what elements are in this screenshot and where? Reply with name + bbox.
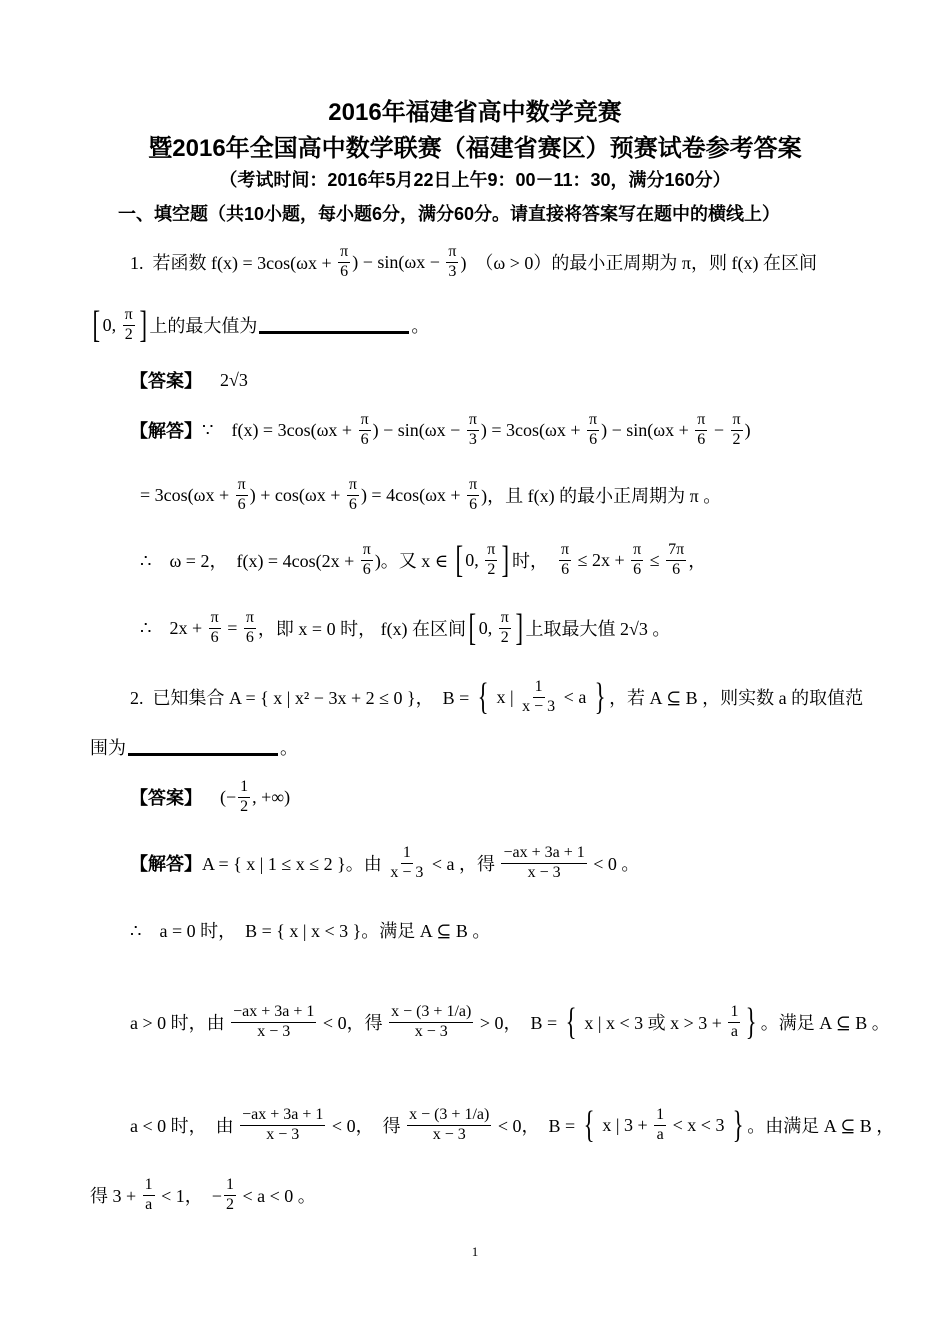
numerator: π	[631, 541, 643, 560]
denominator: 6	[210, 628, 219, 646]
numerator: −ax + 3a + 1	[240, 1106, 325, 1125]
text-run: ) + cos(ωx +	[249, 484, 345, 505]
text-run: 。	[280, 738, 298, 758]
fraction	[224, 1176, 236, 1214]
denominator: 6	[561, 560, 570, 578]
text-run: x | 3 +	[597, 1114, 653, 1135]
text-run: ) − sin(ωx +	[601, 419, 694, 440]
fraction	[446, 243, 458, 281]
numerator: π	[485, 541, 497, 560]
text-run: 0,	[478, 617, 497, 638]
text-line	[130, 908, 490, 952]
numerator: 7π	[666, 541, 686, 560]
denominator: x − 3	[390, 863, 424, 881]
fraction	[695, 411, 707, 449]
bracket: ]	[515, 607, 523, 649]
text-run: )，且 f(x) 的最小正周期为 π 。	[481, 486, 722, 506]
text-run: ) （ω > 0）的最小正周期为 π，则 f(x) 在区间	[460, 253, 817, 273]
text-run: 。满足 A ⊆ B 。	[760, 1013, 890, 1033]
denominator: 3	[468, 430, 477, 448]
denominator: x − 3	[257, 1022, 291, 1040]
text-run: 2√3	[202, 369, 248, 390]
text-line	[140, 606, 670, 650]
text-run: )。又 x ∈	[374, 551, 453, 571]
denominator: a	[656, 1125, 664, 1143]
text-run: < a ，得	[427, 854, 500, 874]
text-run: < 0， 得	[327, 1116, 406, 1136]
text-run: x |	[492, 686, 519, 707]
fraction	[501, 844, 586, 882]
fraction	[728, 1003, 740, 1041]
text-run: < 1， −	[156, 1186, 222, 1206]
fraction	[499, 609, 511, 647]
denominator: x − 3	[522, 697, 556, 715]
text-run: a > 0 时，由	[130, 1013, 230, 1033]
text-run: < x < 3	[668, 1114, 729, 1135]
fraction	[485, 541, 497, 579]
bracket: {	[477, 676, 489, 718]
text-run: 1. 若函数 f(x) = 3cos(ωx +	[130, 253, 337, 273]
numerator: 1	[728, 1003, 740, 1022]
text-run: 得 3 +	[90, 1186, 141, 1206]
fraction	[467, 476, 479, 514]
bracket: }	[746, 1001, 758, 1043]
bracket: {	[565, 1001, 577, 1043]
fraction	[361, 541, 373, 579]
text-line	[130, 358, 248, 402]
text-line	[130, 841, 639, 885]
denominator: 6	[672, 560, 681, 578]
text-run: 0,	[102, 314, 121, 335]
denominator: 2	[240, 797, 249, 815]
text-run: 。	[411, 316, 430, 336]
denominator: x − 3	[266, 1125, 300, 1143]
text-run: 。由满足 A ⊆ B ，	[747, 1116, 895, 1136]
denominator: 6	[360, 430, 369, 448]
label-tag: 【解答】	[130, 421, 202, 441]
text-run: ) = 4cos(ωx +	[360, 484, 466, 505]
numerator: 1	[401, 844, 413, 863]
fraction	[338, 243, 350, 281]
text-line	[130, 775, 290, 819]
text-run: (−	[202, 786, 237, 807]
document-title: 2016年福建省高中数学竞赛	[328, 99, 622, 126]
text-line	[130, 408, 751, 452]
denominator: 2	[124, 325, 133, 343]
text-run: A = { x | 1 ≤ x ≤ 2 }。由	[202, 854, 387, 874]
text-line	[90, 303, 429, 347]
numerator: π	[338, 243, 350, 262]
page-number: 1	[471, 1244, 479, 1259]
text-run: =	[222, 617, 242, 638]
bracket: ]	[139, 304, 147, 346]
numerator: π	[467, 411, 479, 430]
fraction	[244, 609, 256, 647]
numerator: π	[731, 411, 743, 430]
text-line	[130, 1000, 890, 1044]
text-run: ∴ a = 0 时， B = { x | x < 3 }。满足 A ⊆ B 。	[130, 921, 491, 941]
denominator: 6	[362, 560, 371, 578]
numerator: 1	[238, 778, 250, 797]
numerator: x − (3 + 1/a)	[389, 1003, 473, 1022]
numerator: −ax + 3a + 1	[231, 1003, 316, 1022]
denominator: x − 3	[432, 1125, 466, 1143]
denominator: 6	[340, 262, 349, 280]
denominator: 2	[487, 560, 496, 578]
denominator: 2	[732, 430, 741, 448]
text-run: < 0， B =	[493, 1116, 580, 1136]
text-line	[130, 675, 863, 719]
numerator: π	[587, 411, 599, 430]
fraction	[238, 778, 250, 816]
numerator: π	[559, 541, 571, 560]
denominator: 6	[697, 430, 706, 448]
text-run: )	[744, 419, 751, 440]
fraction	[143, 1176, 155, 1214]
fraction	[389, 1003, 473, 1041]
fraction	[467, 411, 479, 449]
text-run: ，即 x = 0 时， f(x) 在区间	[257, 619, 467, 639]
fraction	[520, 678, 557, 716]
text-run: ≤ 2x +	[573, 549, 630, 570]
bracket: [	[92, 304, 101, 346]
text-run: ∵ f(x) = 3cos(ωx +	[202, 419, 357, 440]
denominator: a	[730, 1022, 738, 1040]
fraction	[407, 1106, 491, 1144]
fraction	[359, 411, 371, 449]
fraction	[587, 411, 599, 449]
denominator: 2	[225, 1195, 234, 1213]
section-heading: 一、填空题（共10小题，每小题6分，满分60分。请直接将答案写在题中的横线上）	[118, 204, 781, 224]
text-run: 2. 已知集合 A = { x | x² − 3x + 2 ≤ 0 }， B =	[130, 688, 474, 708]
text-run: ∴ ω = 2， f(x) = 4cos(2x +	[140, 551, 359, 571]
denominator: 2	[500, 628, 509, 646]
numerator: π	[361, 541, 373, 560]
text-run: > 0， B =	[475, 1013, 562, 1033]
fraction	[631, 541, 643, 579]
bracket: }	[732, 1104, 744, 1146]
text-run: < a < 0 。	[237, 1186, 316, 1206]
fraction	[123, 306, 135, 344]
denominator: 6	[245, 628, 254, 646]
text-run: 时，	[512, 551, 558, 571]
bracket: ]	[501, 539, 510, 581]
text-run: < 0，得	[318, 1013, 388, 1033]
text-run: = 3cos(ωx +	[140, 484, 234, 505]
text-run: ≤	[645, 549, 665, 570]
exam-info: （考试时间：2016年5月22日上午9：00－11：30，满分160分）	[219, 170, 731, 190]
denominator: 6	[633, 560, 642, 578]
text-run: 上取最大值 2√3 。	[525, 619, 671, 639]
numerator: 1	[533, 678, 545, 697]
text-run: ) = 3cos(ωx +	[480, 419, 586, 440]
numerator: π	[695, 411, 707, 430]
fraction	[666, 541, 686, 579]
numerator: π	[499, 609, 511, 628]
numerator: π	[123, 306, 135, 325]
text-run: a < 0 时， 由	[130, 1116, 239, 1136]
answer-blank	[128, 739, 278, 756]
fraction	[240, 1106, 325, 1144]
numerator: −ax + 3a + 1	[501, 844, 586, 863]
bracket: }	[594, 676, 606, 718]
text-run: −	[709, 419, 729, 440]
bracket: [	[455, 539, 463, 581]
numerator: 1	[143, 1176, 155, 1195]
fraction	[236, 476, 248, 514]
numerator: 1	[654, 1106, 666, 1125]
denominator: a	[145, 1195, 153, 1213]
text-run: 0,	[465, 549, 484, 570]
text-line	[140, 473, 721, 517]
text-line	[90, 725, 298, 769]
text-run: ，	[688, 551, 707, 571]
fraction	[388, 844, 425, 882]
numerator: x − (3 + 1/a)	[407, 1106, 491, 1125]
text-run: < 0 。	[588, 854, 640, 874]
bracket: [	[468, 607, 477, 649]
label-tag: 【解答】	[130, 854, 202, 874]
denominator: 6	[348, 495, 357, 513]
text-run: ∴ 2x +	[140, 617, 207, 638]
text-line	[90, 1173, 316, 1217]
numerator: π	[359, 411, 371, 430]
numerator: π	[209, 609, 221, 628]
fraction	[654, 1106, 666, 1144]
denominator: x − 3	[527, 863, 561, 881]
document-subtitle: 暨2016年全国高中数学联赛（福建省赛区）预赛试卷参考答案	[148, 135, 802, 162]
text-line	[130, 1103, 894, 1147]
fraction	[209, 609, 221, 647]
text-run: 围为	[90, 738, 126, 758]
denominator: 3	[448, 262, 457, 280]
denominator: 6	[237, 495, 246, 513]
denominator: 6	[589, 430, 598, 448]
text-run: < a	[559, 686, 591, 707]
numerator: π	[446, 243, 458, 262]
text-line	[130, 240, 817, 284]
text-run: x | x < 3 或 x > 3 +	[579, 1013, 727, 1033]
fraction	[347, 476, 359, 514]
text-line	[140, 538, 706, 582]
denominator: x − 3	[414, 1022, 448, 1040]
fraction	[731, 411, 743, 449]
numerator: π	[244, 609, 256, 628]
text-run: 上的最大值为	[149, 316, 258, 336]
numerator: 1	[224, 1176, 236, 1195]
text-run: , +∞)	[252, 786, 291, 807]
numerator: π	[467, 476, 479, 495]
numerator: π	[236, 476, 248, 495]
label-tag: 【答案】	[130, 788, 202, 808]
bracket: {	[583, 1104, 595, 1146]
answer-blank	[259, 317, 409, 334]
text-run: ) − sin(ωx −	[352, 251, 445, 272]
label-tag: 【答案】	[130, 371, 202, 391]
text-run: ) − sin(ωx −	[372, 419, 465, 440]
denominator: 6	[469, 495, 478, 513]
fraction	[559, 541, 571, 579]
text-run: ，若 A ⊆ B ，则实数 a 的取值范	[609, 688, 864, 708]
fraction	[231, 1003, 316, 1041]
numerator: π	[347, 476, 359, 495]
